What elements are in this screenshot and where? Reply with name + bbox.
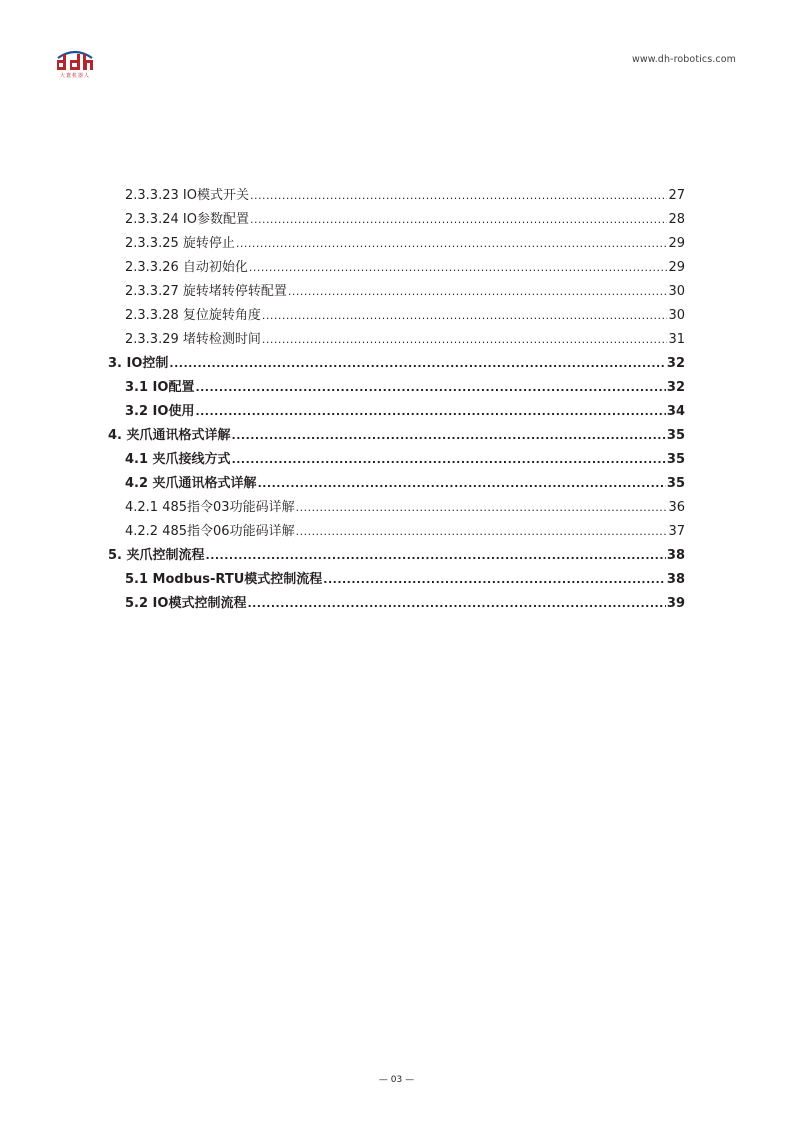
toc-entry[interactable] [125,590,685,612]
toc-entry-page: 39 [666,596,685,611]
toc-entry[interactable] [125,254,685,276]
toc-entry-title: 4.1 夹爪接线方式 [125,452,231,467]
toc-entry-title: 4.2 夹爪通讯格式详解 [125,476,257,491]
toc-entry[interactable] [125,374,685,396]
toc-entry-page: 32 [666,380,685,395]
toc-leader-dots [247,596,665,612]
toc-entry-title: 2.3.3.24 IO参数配置 [125,212,249,227]
toc-entry-page: 27 [668,188,685,203]
toc-entry[interactable] [108,542,685,564]
toc-entry-page: 35 [666,428,685,443]
toc-entry-page: 35 [666,476,685,491]
toc-entry-page: 31 [668,332,685,347]
toc-entry[interactable] [125,398,685,420]
toc-entry-title: 5. 夹爪控制流程 [108,548,205,563]
website-url[interactable]: www.dh-robotics.com [631,54,736,65]
toc-leader-dots [288,284,668,300]
toc-leader-dots [296,500,668,516]
page-number: — 03 — [378,1075,415,1085]
logo-caption: 大寰机器人 [59,73,90,79]
toc-entry-title: 3.1 IO配置 [125,380,195,395]
toc-entry[interactable] [125,518,685,540]
toc-entry-page: 34 [666,404,685,419]
toc-entry-title: 4. 夹爪通讯格式详解 [108,428,231,443]
toc-leader-dots [232,452,666,468]
toc-entry-page: 32 [666,356,685,371]
toc-leader-dots [250,212,668,228]
toc-leader-dots [296,524,668,540]
toc-leader-dots [206,548,666,564]
toc-entry-page: 38 [666,572,685,587]
toc-entry-title: 2.3.3.29 堵转检测时间 [125,332,261,347]
toc-entry-title: 5.2 IO模式控制流程 [125,596,247,611]
toc-leader-dots [195,380,665,396]
toc-entry[interactable] [125,302,685,324]
toc-entry[interactable] [125,182,685,204]
toc-entry-title: 4.2.2 485指令06功能码详解 [125,524,295,539]
toc-entry-title: 3. IO控制 [108,356,169,371]
toc-leader-dots [195,404,665,420]
toc-leader-dots [249,260,668,276]
toc-entry-page: 28 [668,212,685,227]
toc-entry[interactable] [108,350,685,372]
toc-leader-dots [262,332,668,348]
toc-entry-page: 30 [668,308,685,323]
toc-entry[interactable] [125,446,685,468]
toc-entry[interactable] [125,230,685,252]
toc-entry[interactable] [125,206,685,228]
toc-entry-title: 2.3.3.23 IO模式开关 [125,188,249,203]
toc-entry-title: 2.3.3.25 旋转停止 [125,236,235,251]
toc-entry-title: 2.3.3.27 旋转堵转停转配置 [125,284,287,299]
toc-entry-title: 2.3.3.26 自动初始化 [125,260,248,275]
toc-entry-title: 3.2 IO使用 [125,404,195,419]
toc-entry[interactable] [125,278,685,300]
toc-leader-dots [169,356,666,372]
toc-entry-page: 36 [668,500,685,515]
toc-entry-page: 29 [668,260,685,275]
toc-leader-dots [236,236,668,252]
toc-leader-dots [262,308,668,324]
toc-entry[interactable] [125,326,685,348]
toc-entry-title: 5.1 Modbus-RTU模式控制流程 [125,572,323,587]
toc-entry-page: 30 [668,284,685,299]
toc-leader-dots [232,428,666,444]
toc-entry-page: 38 [666,548,685,563]
toc-entry[interactable] [125,470,685,492]
toc-entry[interactable] [125,494,685,516]
toc-entry-title: 2.3.3.28 复位旋转角度 [125,308,261,323]
toc-entry-page: 37 [668,524,685,539]
toc-leader-dots [258,476,666,492]
toc-leader-dots [323,572,666,588]
toc-entry[interactable] [125,566,685,588]
toc-entry-page: 29 [668,236,685,251]
toc-entry-title: 4.2.1 485指令03功能码详解 [125,500,295,515]
toc-leader-dots [250,188,668,204]
toc-entry[interactable] [108,422,685,444]
toc-entry-page: 35 [666,452,685,467]
